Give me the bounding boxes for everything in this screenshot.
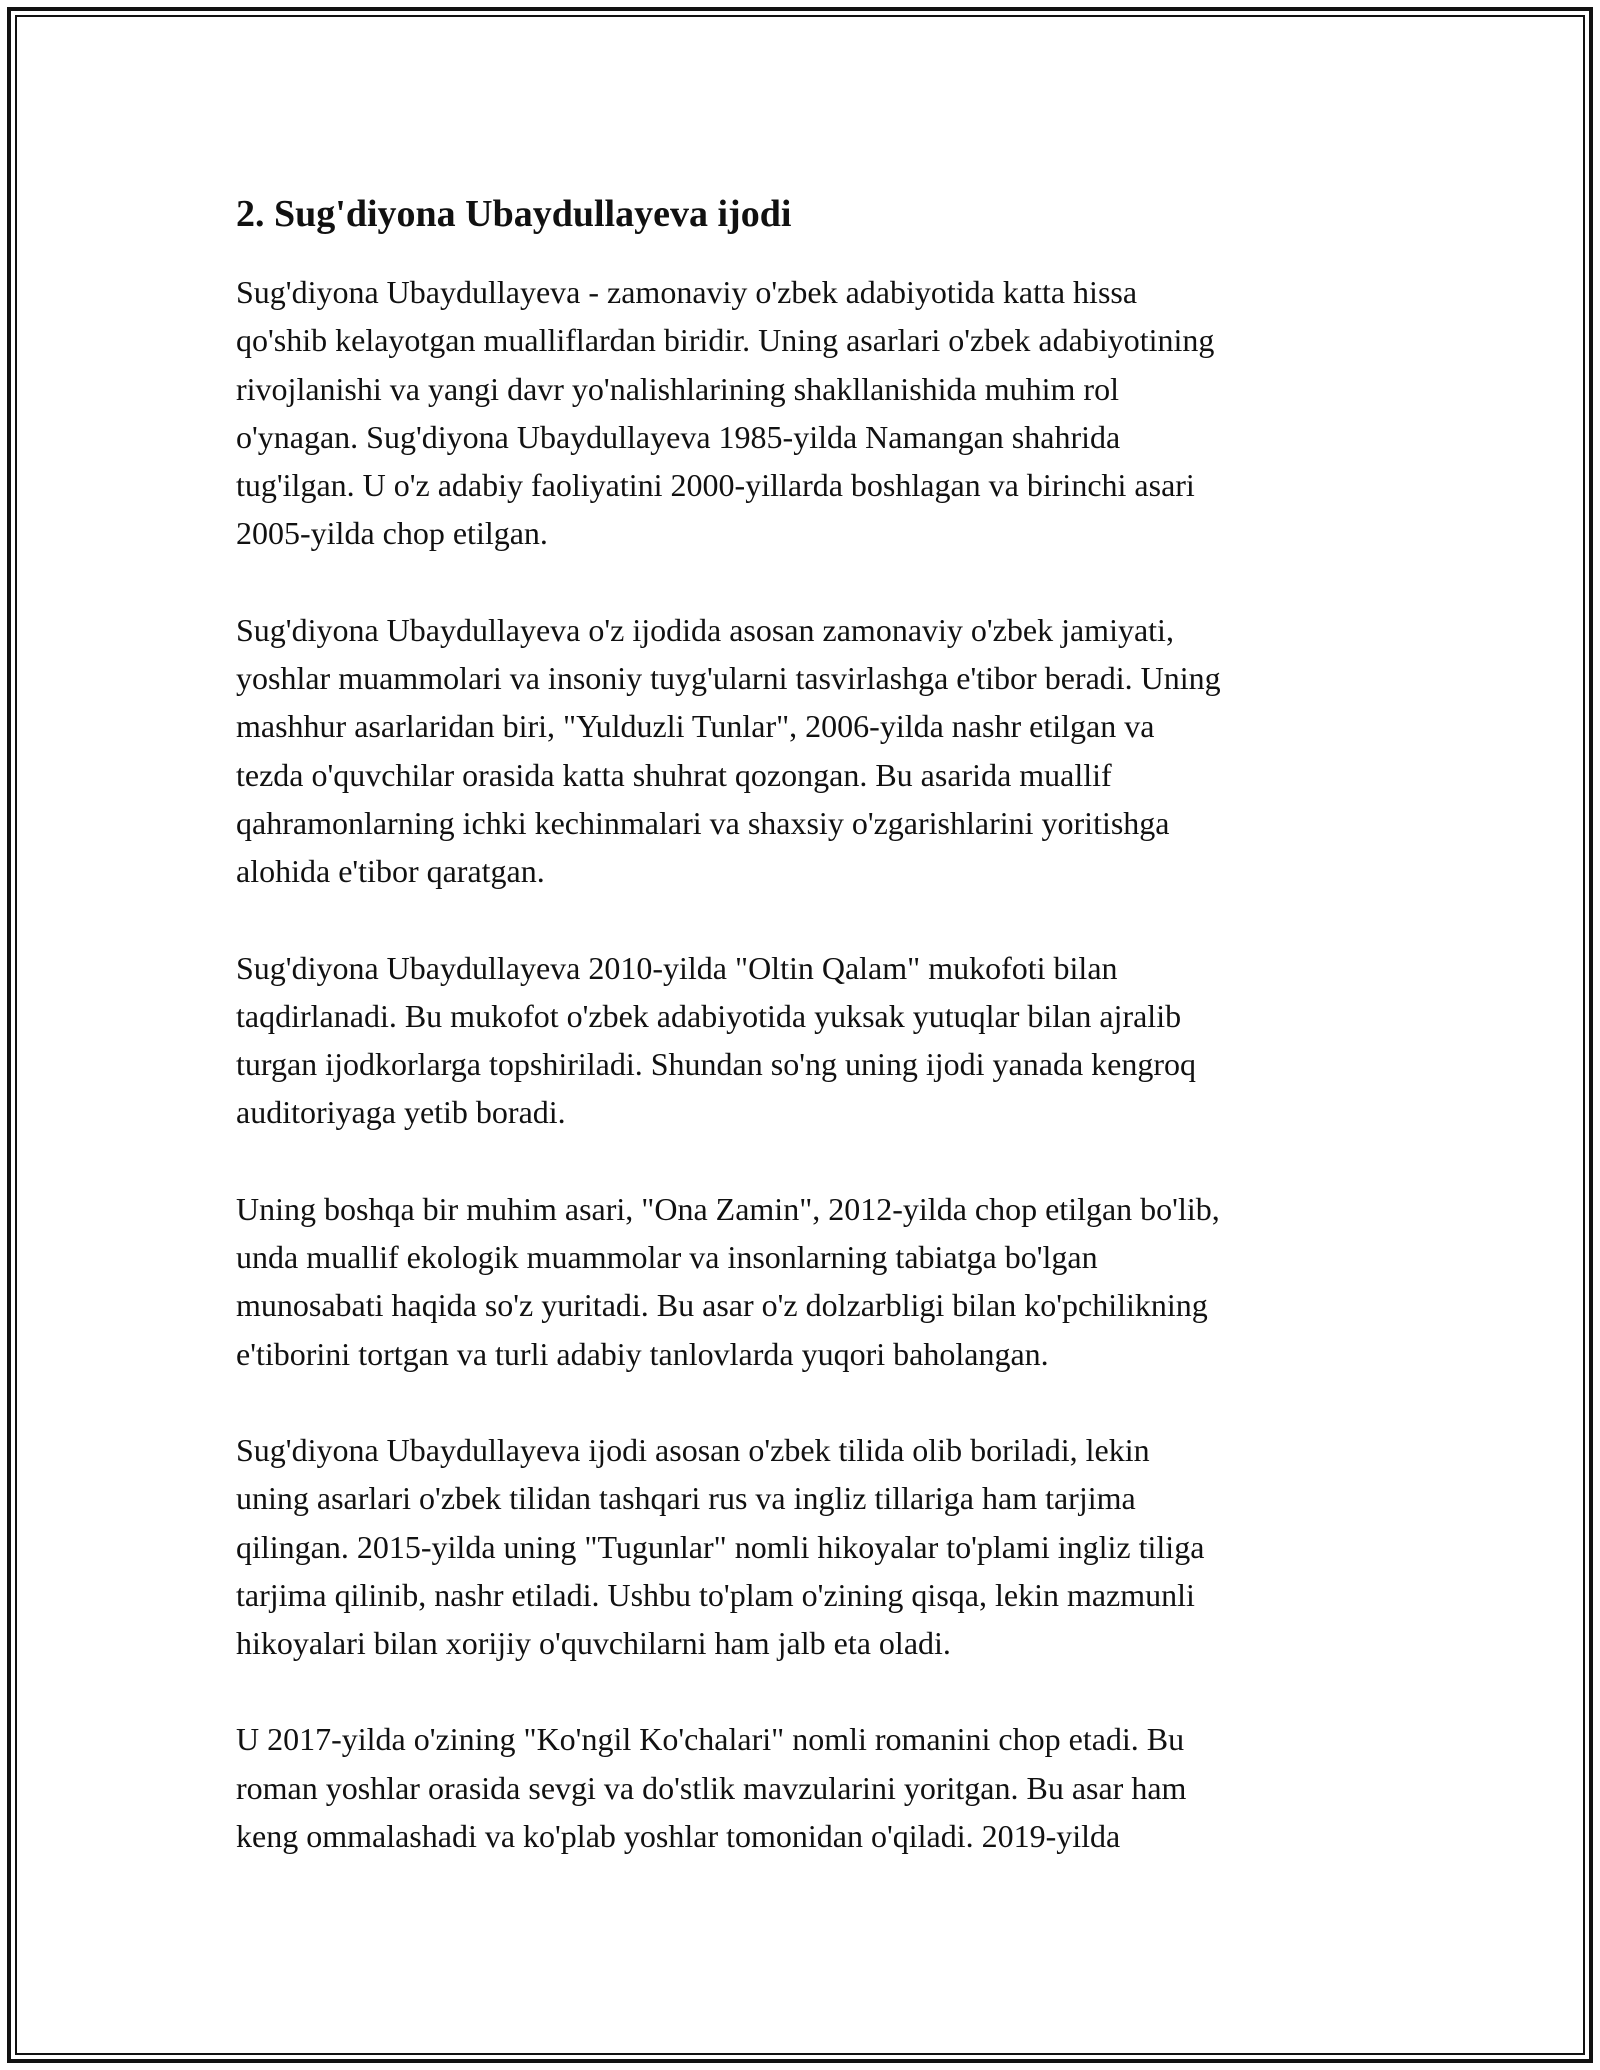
paragraph-4: Uning boshqa bir muhim asari, "Ona Zamin", 2012-yilda chop etilgan bo'lib, unda muallif ekologik muammolar va insonlarning tabiatga bo'lgan munosabati haqida so'z yuritadi. Bu asar o'z dolzarbligi bilan ko'pchilikning e'tiborini tortgan va turli adabiy tanlovlarda yuqori baholangan.	[236, 1190, 1220, 1372]
paragraph-5: Sug'diyona Ubaydullayeva ijodi asosan o'zbek tilida olib boriladi, lekin uning asarlari o'zbek tilidan tashqari rus va ingliz tillariga ham tarjima qilingan. 2015-yilda uning "Tugunlar" nomli hikoyalar to'plami ingliz tiliga tarjima qilinib, nashr etiladi. Ushbu to'plam o'zining qisqa, lekin mazmunli hikoyalari bilan xorijiy o'quvchilarni ham jalb eta oladi.	[236, 1431, 1205, 1662]
paragraph-3: Sug'diyona Ubaydullayeva 2010-yilda "Oltin Qalam" mukofoti bilan taqdirlanadi. Bu mukofot o'zbek adabiyotida yuksak yutuqlar bilan ajralib turgan ijodkorlarga topshiriladi. Shundan so'ng uning ijodi yanada kengroq auditoriyaga yetib boradi.	[236, 949, 1196, 1131]
document-body	[236, 186, 1386, 1908]
paragraph-1: Sug'diyona Ubaydullayeva - zamonaviy o'zbek adabiyotida katta hissa qo'shib kelayotgan mualliflardan biridir. Uning asarlari o'zbek adabiyotining rivojlanishi va yangi davr yo'nalishlarining shakllanishida muhim rol o'ynagan. Sug'diyona Ubaydullayeva 1985-yilda Namangan shahrida tug'ilgan. U o'z adabiy faoliyatini 2000-yillarda boshlagan va birinchi asari 2005-yilda chop etilgan.	[236, 274, 1215, 552]
section-title: 2. Sug'diyona Ubaydullayeva ijodi	[236, 193, 792, 235]
paragraph-6: U 2017-yilda o'zining "Ko'ngil Ko'chalari" nomli romanini chop etadi. Bu roman yoshlar orasida sevgi va do'stlik mavzularini yoritgan. Bu asar ham keng ommalashadi va ko'plab yoshlar tomonidan o'qiladi. 2019-yilda	[236, 1721, 1187, 1855]
paragraph-2: Sug'diyona Ubaydullayeva o'z ijodida asosan zamonaviy o'zbek jamiyati, yoshlar muammolari va insoniy tuyg'ularni tasvirlashga e'tibor beradi. Uning mashhur asarlaridan biri, "Yulduzli Tunlar", 2006-yilda nashr etilgan va tezda o'quvchilar orasida katta shuhrat qozongan. Bu asarida muallif qahramonlarning ichki kechinmalari va shaxsiy o'zgarishlarini yoritishga alohida e'tibor qaratgan.	[236, 611, 1221, 890]
